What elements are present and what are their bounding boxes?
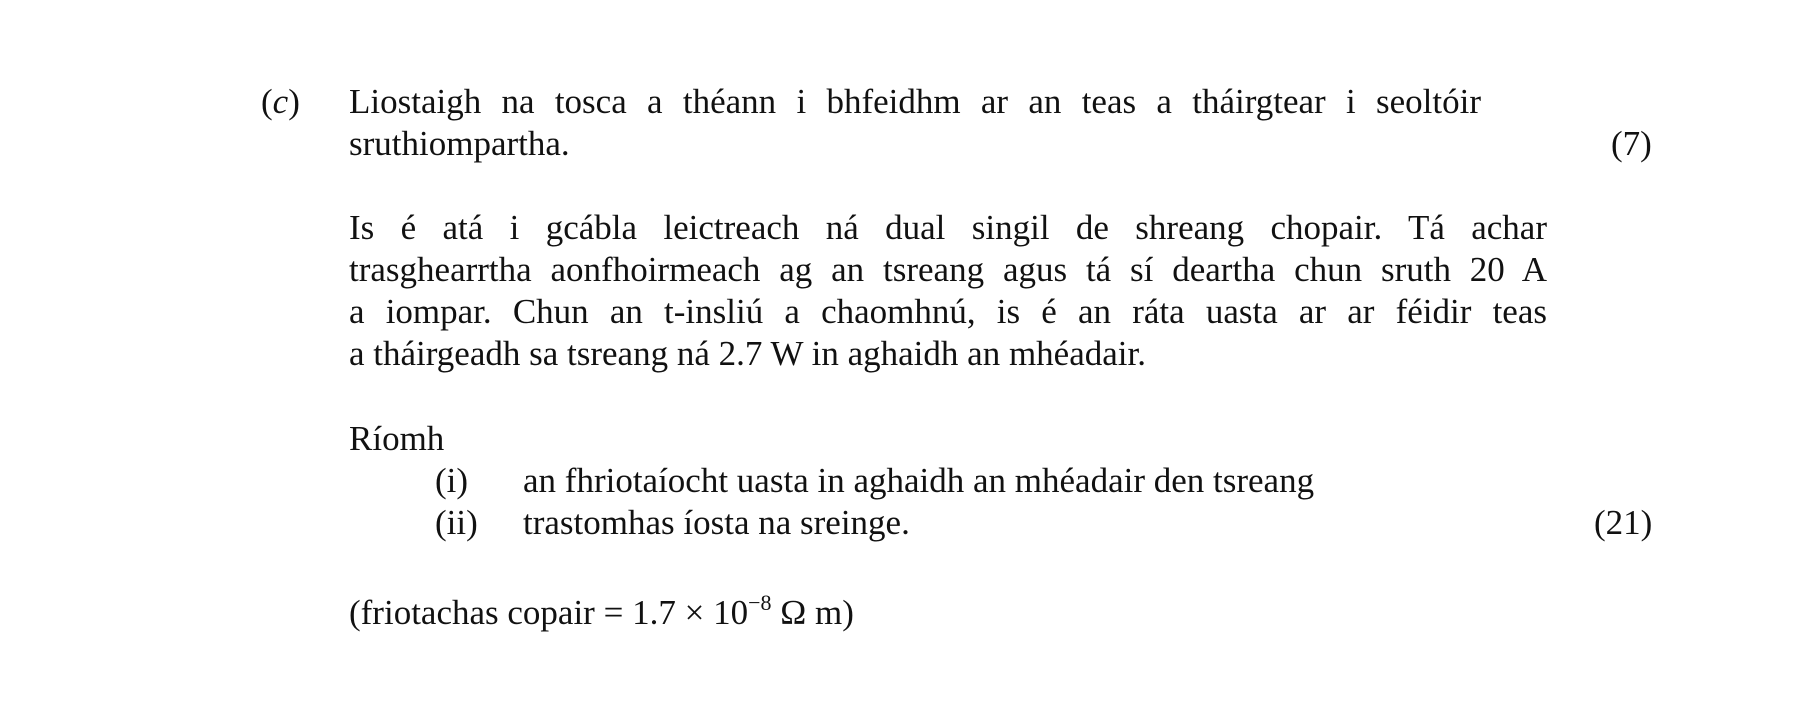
marks-part-2: (21)	[1594, 503, 1653, 542]
label-close-paren: )	[288, 82, 300, 121]
intro-line-1: Liostaigh na tosca a théann i bhfeidhm ar an teas a tháirgtear i seoltóir	[349, 82, 1481, 121]
resistivity-note	[349, 592, 854, 638]
label-open-paren: (	[261, 82, 273, 121]
paragraph-line-2: trasghearrtha aonfhoirmeach ag an tsreang agus tá sí deartha chun sruth 20 A	[349, 250, 1547, 289]
calculate-label: Ríomh	[349, 419, 445, 458]
paragraph-line-3: a iompar. Chun an t-insliú a chaomhnú, is é an ráta uasta ar ar féidir teas	[349, 292, 1547, 331]
paragraph-line-4: a tháirgeadh sa tsreang ná 2.7 W in aghaidh an mhéadair.	[349, 334, 1146, 373]
label-letter: c	[272, 82, 289, 121]
subpart-1-number: (i)	[435, 461, 469, 500]
question-label	[261, 81, 300, 123]
resistivity-exponent: −8	[748, 590, 772, 615]
subpart-2-text: trastomhas íosta na sreinge.	[523, 503, 910, 542]
resistivity-prefix: (friotachas copair = 1.7 × 10	[349, 593, 749, 632]
resistivity-suffix: Ω m)	[771, 593, 854, 632]
subpart-1-text: an fhriotaíocht uasta in aghaidh an mhéadair den tsreang	[523, 461, 1315, 500]
subpart-2-number: (ii)	[435, 503, 478, 542]
intro-line-2: sruthiompartha.	[349, 124, 570, 163]
marks-part-1: (7)	[1611, 124, 1652, 163]
paragraph-line-1: Is é atá i gcábla leictreach ná dual singil de shreang chopair. Tá achar	[349, 208, 1547, 247]
